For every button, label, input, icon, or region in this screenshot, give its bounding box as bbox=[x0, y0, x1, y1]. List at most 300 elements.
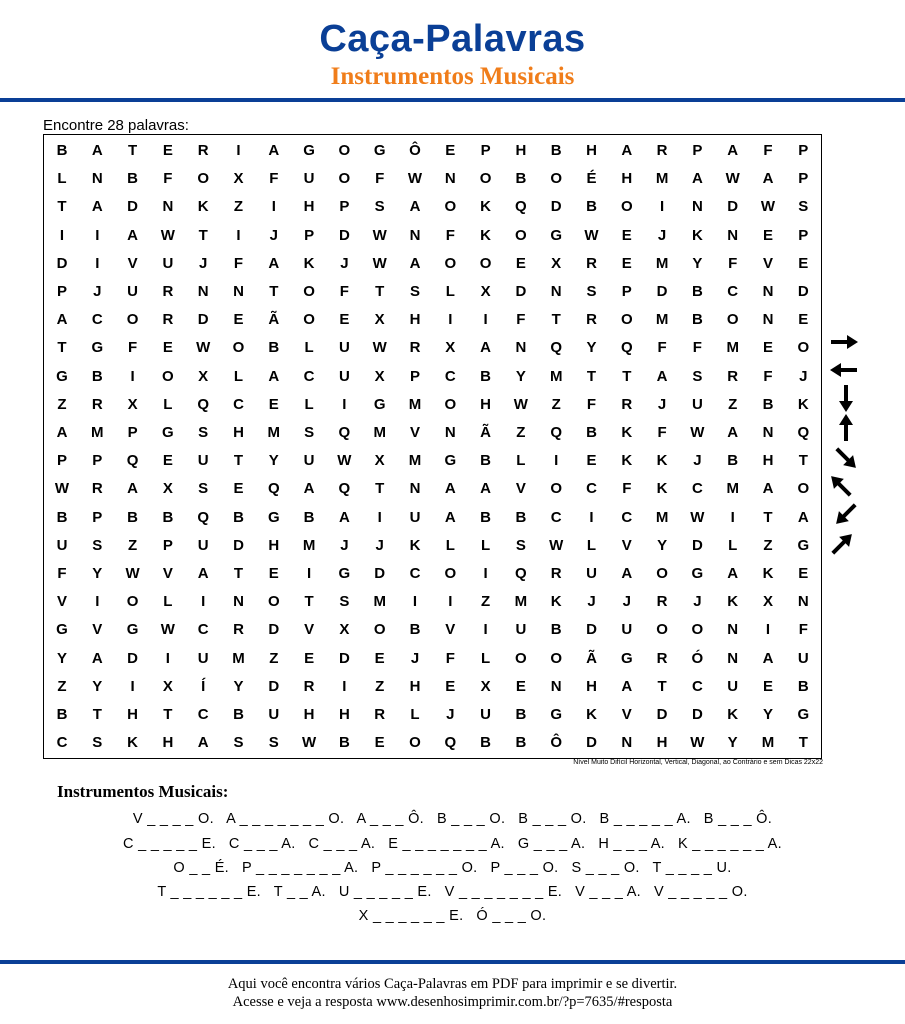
grid-letter: B bbox=[338, 734, 350, 752]
grid-letter: I bbox=[307, 565, 312, 582]
grid-letter: Y bbox=[268, 452, 279, 470]
grid-letter: I bbox=[95, 254, 100, 272]
page-title: Caça-Palavras bbox=[319, 18, 586, 60]
grid-letter: U bbox=[162, 254, 174, 272]
grid-letter: R bbox=[621, 395, 633, 413]
grid-letter: X bbox=[551, 254, 562, 272]
grid-letter: Y bbox=[586, 339, 597, 357]
grid-letter: N bbox=[444, 170, 456, 188]
grid-letter: W bbox=[337, 452, 352, 470]
grid-letter: Q bbox=[550, 339, 563, 357]
grid-letter: F bbox=[445, 649, 455, 667]
grid-letter: R bbox=[727, 367, 739, 385]
grid-letter: O bbox=[197, 170, 210, 188]
grid-letter: I bbox=[201, 593, 206, 611]
grid-letter: I bbox=[448, 593, 453, 611]
grid-letter: F bbox=[163, 170, 173, 188]
grid-letter: I bbox=[95, 226, 100, 244]
grid-letter: G bbox=[620, 649, 633, 667]
grid-letter: O bbox=[444, 198, 457, 216]
grid-letter: B bbox=[480, 734, 492, 752]
grid-letter: O bbox=[162, 367, 174, 385]
grid-letter: S bbox=[268, 734, 279, 752]
grid-letter: A bbox=[762, 649, 774, 667]
grid-letter: A bbox=[762, 480, 774, 498]
grid-letter: U bbox=[621, 621, 633, 639]
grid-letter: V bbox=[92, 621, 103, 639]
grid-letter: E bbox=[374, 734, 385, 752]
grid-letter: P bbox=[692, 142, 703, 159]
grid-letter: P bbox=[339, 198, 350, 216]
grid-letter: A bbox=[91, 649, 103, 667]
grid-letter: Q bbox=[797, 424, 810, 441]
grid-letter: A bbox=[303, 480, 315, 498]
grid-letter: T bbox=[375, 283, 385, 300]
grid-letter: O bbox=[620, 311, 633, 329]
grid-letter: T bbox=[128, 142, 138, 159]
grid-letter: B bbox=[550, 621, 562, 639]
grid-letter: S bbox=[798, 198, 809, 216]
grid-letter: X bbox=[162, 677, 173, 695]
grid-letter: I bbox=[342, 395, 347, 413]
grid-letter: B bbox=[303, 508, 315, 526]
grid-letter: S bbox=[339, 593, 350, 611]
grid-letter: Q bbox=[515, 198, 527, 216]
grid-letter: Z bbox=[57, 677, 67, 695]
grid-letter: K bbox=[409, 536, 421, 554]
page-subtitle: Instrumentos Musicais bbox=[330, 63, 575, 90]
grid-letter: Z bbox=[763, 536, 773, 554]
grid-letter: I bbox=[130, 367, 135, 385]
grid-letter: T bbox=[269, 283, 279, 300]
grid-letter: V bbox=[515, 480, 526, 498]
grid-letter: U bbox=[303, 170, 315, 188]
grid-letter: O bbox=[550, 649, 563, 667]
grid-letter: Y bbox=[727, 734, 738, 752]
grid-letter: O bbox=[409, 734, 421, 752]
grid-letter: X bbox=[445, 339, 456, 357]
grid-letter: L bbox=[410, 706, 420, 723]
grid-letter: N bbox=[727, 226, 739, 244]
grid-letter: V bbox=[409, 424, 420, 441]
grid-letter: G bbox=[550, 226, 563, 244]
grid-letter: F bbox=[586, 395, 597, 413]
grid-letter: O bbox=[479, 254, 492, 272]
top-divider bbox=[0, 98, 905, 102]
grid-letter: S bbox=[586, 283, 597, 300]
grid-letter: Y bbox=[515, 367, 526, 385]
grid-letter: T bbox=[622, 367, 632, 385]
grid-letter: T bbox=[57, 198, 67, 216]
word-list-line: O _ _ É. P _ _ _ _ _ _ _ A. P _ _ _ _ _ _ O. P _ _ _ O. S _ _ _ O. T _ _ _ _ U. bbox=[173, 860, 732, 876]
grid-letter: G bbox=[550, 706, 563, 723]
grid-letter: G bbox=[267, 508, 280, 526]
grid-letter: A bbox=[444, 508, 456, 526]
grid-letter: F bbox=[798, 621, 808, 639]
grid-letter: D bbox=[550, 198, 562, 216]
grid-letter: P bbox=[92, 452, 103, 470]
grid-letter: M bbox=[91, 424, 104, 441]
grid-letter: R bbox=[586, 311, 597, 329]
grid-letter: I bbox=[554, 452, 559, 470]
grid-letter: W bbox=[125, 565, 140, 582]
grid-letter: K bbox=[621, 452, 633, 470]
grid-letter: G bbox=[56, 367, 68, 385]
grid-letter: O bbox=[267, 593, 280, 611]
grid-letter: S bbox=[409, 283, 420, 300]
grid-letter: D bbox=[338, 226, 350, 244]
grid-letter: G bbox=[338, 565, 351, 582]
grid-letter: O bbox=[303, 283, 315, 300]
grid-letter: O bbox=[550, 480, 563, 498]
grid-letter: Y bbox=[657, 536, 668, 554]
grid-letter: J bbox=[657, 226, 667, 244]
grid-letter: H bbox=[586, 677, 597, 695]
grid-letter: I bbox=[483, 311, 488, 329]
grid-letter: W bbox=[372, 226, 387, 244]
grid-letter: K bbox=[480, 198, 492, 216]
grid-letter: Í bbox=[201, 677, 206, 695]
grid-letter: W bbox=[690, 734, 705, 752]
grid-letter: U bbox=[268, 706, 280, 723]
grid-letter: N bbox=[762, 311, 774, 329]
grid-letter: E bbox=[515, 254, 526, 272]
grid-letter: Ã bbox=[586, 649, 597, 667]
grid-letter: V bbox=[445, 621, 456, 639]
grid-letter: I bbox=[765, 621, 771, 639]
instructions: Encontre 28 palavras: bbox=[43, 117, 189, 134]
grid-letter: M bbox=[655, 254, 669, 272]
grid-letter: Ô bbox=[550, 734, 563, 752]
grid-letter: I bbox=[342, 677, 347, 695]
grid-letter: U bbox=[691, 395, 703, 413]
grid-letter: C bbox=[197, 706, 209, 723]
grid-letter: Q bbox=[550, 424, 563, 441]
word-list-line: X _ _ _ _ _ _ E. Ó _ _ _ O. bbox=[358, 908, 547, 924]
grid-letter: W bbox=[160, 621, 175, 639]
grid-letter: O bbox=[797, 339, 810, 357]
grid-letter: A bbox=[127, 226, 139, 244]
grid-letter: S bbox=[304, 424, 315, 441]
grid-letter: Z bbox=[269, 649, 279, 667]
grid-letter: I bbox=[59, 226, 65, 244]
grid-letter: I bbox=[95, 593, 100, 611]
grid-letter: E bbox=[339, 311, 350, 329]
grid-letter: T bbox=[375, 480, 385, 498]
grid-letter: T bbox=[586, 367, 597, 385]
grid-letter: O bbox=[479, 170, 492, 188]
grid-letter: B bbox=[515, 706, 527, 723]
grid-letter: A bbox=[621, 565, 633, 582]
grid-letter: C bbox=[550, 508, 562, 526]
grid-letter: E bbox=[445, 142, 456, 159]
grid-letter: A bbox=[409, 254, 421, 272]
grid-letter: B bbox=[586, 424, 597, 441]
grid-letter: U bbox=[197, 452, 209, 470]
grid-letter: J bbox=[410, 649, 420, 667]
grid-letter: T bbox=[92, 706, 102, 723]
grid-letter: F bbox=[763, 142, 773, 159]
grid-letter: B bbox=[409, 621, 421, 639]
grid-letter: B bbox=[586, 198, 597, 216]
grid-letter: O bbox=[126, 593, 139, 611]
grid-letter: L bbox=[233, 367, 244, 385]
grid-letter: M bbox=[373, 424, 386, 441]
grid-letter: U bbox=[338, 367, 350, 385]
grid-letter: O bbox=[691, 621, 704, 639]
grid-letter: J bbox=[199, 254, 208, 272]
grid-letter: H bbox=[233, 424, 244, 441]
grid-letter: E bbox=[162, 142, 173, 159]
grid-letter: O bbox=[303, 311, 315, 329]
direction-legend bbox=[826, 330, 866, 560]
grid-letter: Y bbox=[92, 565, 103, 582]
grid-letter: H bbox=[621, 170, 633, 188]
grid-letter: A bbox=[268, 254, 280, 272]
grid-letter: N bbox=[197, 283, 209, 300]
word-list-line: C _ _ _ _ _ E. C _ _ _ A. C _ _ _ A. E _ _ _ _ _ _ _ A. G _ _ _ A. H _ _ _ A. K _ _ _ _ _ _ A. bbox=[123, 836, 782, 852]
grid-letter: X bbox=[339, 621, 350, 639]
grid-letter: K bbox=[303, 254, 315, 272]
grid-letter: Q bbox=[267, 480, 280, 498]
grid-letter: Y bbox=[92, 677, 103, 695]
grid-letter: Z bbox=[728, 395, 738, 413]
grid-letter: W bbox=[407, 170, 423, 188]
grid-letter: R bbox=[197, 142, 209, 159]
grid-letter: D bbox=[691, 706, 703, 723]
grid-letter: B bbox=[762, 395, 774, 413]
grid-letter: K bbox=[656, 480, 668, 498]
grid-letter: I bbox=[130, 677, 135, 695]
grid-letter: A bbox=[197, 734, 209, 752]
grid-letter: C bbox=[303, 367, 315, 385]
grid-letter: S bbox=[374, 198, 385, 216]
grid-letter: E bbox=[445, 677, 456, 695]
grid-letter: F bbox=[516, 311, 526, 329]
grid-letter: E bbox=[798, 565, 809, 582]
grid-letter: S bbox=[92, 536, 103, 554]
grid-letter: E bbox=[233, 311, 244, 329]
grid-letter: P bbox=[798, 170, 809, 188]
grid-letter: K bbox=[621, 424, 633, 441]
grid-letter: Z bbox=[375, 677, 385, 695]
footer-link-text: Acesse e veja a resposta www.desenhosimprimir.com.br/?p=7635/#resposta bbox=[232, 994, 673, 1010]
grid-letter: U bbox=[56, 536, 68, 554]
grid-letter: O bbox=[656, 621, 668, 639]
grid-letter: R bbox=[656, 649, 668, 667]
grid-letter: Q bbox=[197, 508, 210, 526]
grid-letter: F bbox=[763, 367, 773, 385]
grid-letter: B bbox=[515, 734, 527, 752]
grid-letter: B bbox=[56, 508, 68, 526]
grid-letter: A bbox=[691, 170, 703, 188]
grid-letter: I bbox=[236, 226, 241, 244]
grid-letter: H bbox=[515, 142, 527, 159]
grid-letter: W bbox=[725, 170, 740, 188]
grid-letter: Z bbox=[516, 424, 526, 441]
grid-letter: S bbox=[92, 734, 103, 752]
grid-letter: X bbox=[127, 395, 138, 413]
grid-letter: A bbox=[480, 480, 492, 498]
grid-letter: P bbox=[162, 536, 173, 554]
grid-letter: R bbox=[656, 593, 668, 611]
grid-letter: A bbox=[727, 142, 739, 159]
grid-letter: C bbox=[621, 508, 633, 526]
grid-letter: J bbox=[657, 395, 667, 413]
grid-letter: H bbox=[127, 706, 139, 723]
grid-letter: O bbox=[373, 621, 386, 639]
grid-letter: K bbox=[586, 706, 597, 723]
grid-letter: P bbox=[409, 367, 420, 385]
grid-letter: Q bbox=[620, 339, 633, 357]
grid-letter: W bbox=[372, 339, 387, 357]
grid-letter: É bbox=[586, 170, 597, 188]
grid-letter: D bbox=[727, 198, 739, 216]
grid-letter: L bbox=[57, 170, 67, 188]
grid-letter: N bbox=[233, 593, 244, 611]
grid-letter: U bbox=[197, 536, 209, 554]
grid-letter: N bbox=[621, 734, 633, 752]
word-list-line: T _ _ _ _ _ _ E. T _ _ A. U _ _ _ _ _ E. V _ _ _ _ _ _ _ E. V _ _ _ A. V _ _ _ _ _ O. bbox=[157, 884, 748, 900]
grid-letter: B bbox=[162, 508, 174, 526]
grid-letter: Z bbox=[128, 536, 138, 554]
grid-letter: C bbox=[409, 565, 421, 582]
grid-letter: F bbox=[692, 339, 702, 357]
grid-letter: U bbox=[480, 706, 492, 723]
grid-letter: J bbox=[446, 706, 455, 723]
grid-letter: K bbox=[797, 395, 809, 413]
grid-letter: D bbox=[233, 536, 244, 554]
grid-letter: O bbox=[515, 226, 527, 244]
grid-letter: S bbox=[692, 367, 703, 385]
grid-letter: W bbox=[760, 198, 776, 216]
grid-letter: Y bbox=[762, 706, 773, 723]
grid-letter: W bbox=[54, 480, 70, 498]
grid-letter: U bbox=[127, 283, 139, 300]
right-arrow-icon bbox=[831, 335, 858, 349]
grid-letter: K bbox=[691, 226, 703, 244]
down-left-arrow-icon bbox=[831, 500, 860, 529]
grid-letter: V bbox=[127, 254, 138, 272]
grid-letter: G bbox=[303, 142, 315, 159]
grid-letter: N bbox=[691, 198, 703, 216]
grid-letter: G bbox=[444, 452, 457, 470]
grid-letter: H bbox=[586, 142, 597, 159]
grid-letter: E bbox=[762, 677, 773, 695]
grid-letter: G bbox=[91, 339, 104, 357]
grid-letter: W bbox=[372, 254, 387, 272]
grid-letter: X bbox=[162, 480, 173, 498]
grid-letter: H bbox=[480, 395, 492, 413]
grid-letter: D bbox=[691, 536, 703, 554]
grid-letter: F bbox=[657, 424, 667, 441]
grid-letter: Y bbox=[233, 677, 244, 695]
grid-letter: J bbox=[693, 452, 702, 470]
grid-letter: C bbox=[691, 677, 703, 695]
grid-letter: N bbox=[409, 480, 421, 498]
grid-letter: T bbox=[551, 311, 561, 329]
grid-letter: A bbox=[197, 565, 209, 582]
grid-letter: N bbox=[444, 424, 456, 441]
grid-letter: X bbox=[480, 677, 491, 695]
grid-letter: J bbox=[269, 226, 278, 244]
grid-letter: I bbox=[448, 311, 453, 329]
grid-letter: N bbox=[550, 283, 562, 300]
grid-letter: T bbox=[163, 706, 173, 723]
up-right-arrow-icon bbox=[828, 529, 857, 558]
grid-letter: U bbox=[303, 452, 315, 470]
grid-letter: I bbox=[271, 198, 276, 216]
grid-letter: H bbox=[303, 706, 315, 723]
grid-letter: Z bbox=[233, 198, 244, 216]
grid-letter: X bbox=[762, 593, 773, 611]
grid-letter: P bbox=[621, 283, 632, 300]
grid-letter: N bbox=[762, 424, 774, 441]
grid-letter: M bbox=[655, 170, 669, 188]
grid-letter: A bbox=[56, 424, 68, 441]
grid-letter: L bbox=[481, 536, 491, 554]
grid-letter: B bbox=[691, 283, 703, 300]
grid-letter: W bbox=[302, 734, 317, 752]
grid-letter: W bbox=[690, 508, 705, 526]
grid-letter: Q bbox=[338, 480, 351, 498]
grid-letter: K bbox=[480, 226, 492, 244]
grid-letter: E bbox=[798, 311, 809, 329]
grid-letter: L bbox=[516, 452, 526, 470]
grid-letter: O bbox=[726, 311, 739, 329]
grid-letter: W bbox=[160, 226, 175, 244]
grid-letter: K bbox=[762, 565, 774, 582]
grid-letter: J bbox=[799, 367, 808, 385]
grid-letter: N bbox=[550, 677, 562, 695]
grid-letter: E bbox=[621, 254, 632, 272]
grid-letter: R bbox=[91, 480, 103, 498]
grid-letter: K bbox=[127, 734, 139, 752]
grid-letter: H bbox=[162, 734, 174, 752]
grid-letter: A bbox=[91, 142, 103, 159]
grid-letter: O bbox=[338, 170, 351, 188]
grid-letter: L bbox=[163, 593, 173, 611]
grid-letter: A bbox=[444, 480, 456, 498]
grid-letter: T bbox=[198, 226, 208, 244]
grid-letter: A bbox=[762, 170, 774, 188]
grid-letter: M bbox=[232, 649, 245, 667]
grid-letter: K bbox=[727, 593, 739, 611]
grid-letter: W bbox=[549, 536, 564, 554]
grid-letter: O bbox=[797, 480, 810, 498]
grid-letter: S bbox=[515, 536, 526, 554]
grid-letter: B bbox=[727, 452, 739, 470]
grid-letter: Ó bbox=[691, 649, 704, 667]
grid-letter: F bbox=[57, 565, 67, 582]
grid-letter: R bbox=[374, 706, 386, 723]
grid-letter: M bbox=[302, 536, 316, 554]
grid-letter: E bbox=[762, 339, 773, 357]
grid-letter: G bbox=[797, 536, 810, 554]
up-arrow-icon bbox=[839, 414, 853, 441]
grid-letter: S bbox=[198, 424, 209, 441]
grid-letter: E bbox=[268, 565, 279, 582]
grid-letter: L bbox=[163, 395, 173, 413]
grid-letter: S bbox=[198, 480, 209, 498]
grid-letter: W bbox=[690, 424, 705, 441]
grid-letter: M bbox=[373, 593, 386, 611]
grid-letter: E bbox=[304, 649, 315, 667]
grid-letter: X bbox=[480, 283, 491, 300]
grid-letter: D bbox=[586, 734, 597, 752]
grid-letter: B bbox=[480, 452, 492, 470]
grid-letter: I bbox=[589, 508, 594, 526]
